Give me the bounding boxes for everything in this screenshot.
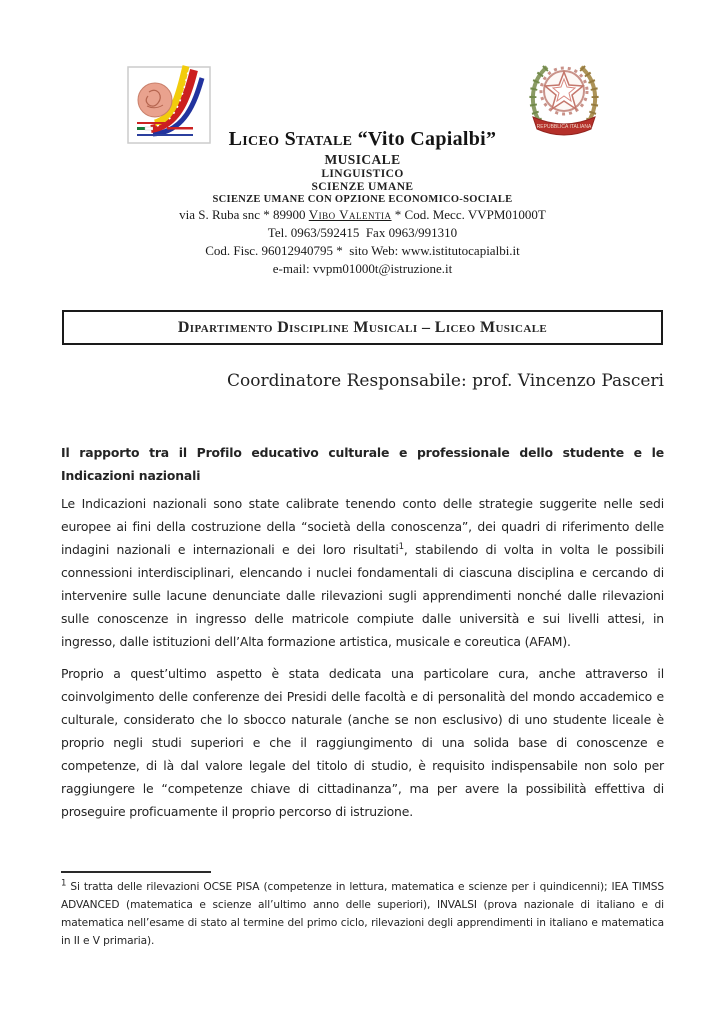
address-street: via S. Ruba snc * 89900 [179,207,309,222]
address-line [0,206,725,224]
school-name-quoted: “Vito Capialbi” [352,128,497,150]
phone-fax-line: Tel. 0963/592415 Fax 0963/991310 [267,225,458,240]
letterhead [0,127,725,278]
address-mecc-code: * Cod. Mecc. VVPM01000T [391,207,546,222]
paragraph-1-text-b: , stabilendo di volta in volta le possibili connessioni interdisciplinari, elencando i nuclei fondamentali di ciascuna disciplina e cercando di intervenire sulle lacune denunciate dalle rilevazioni sugli apprendimenti nonché dalle rilevazioni sulle conoscenze in ingresso delle matricole compiute dalle università e sui livelli attesi, in ingresso, dalle istituzioni dell’Alta formazione artistica, musicale e coreutica (AFAM). [61,542,664,649]
school-section-musicale: MUSICALE [324,152,401,167]
footnote-text: Si tratta delle rilevazioni OCSE PISA (competenze in lettura, matematica e scienze per i quindicenni); IEA TIMSS ADVANCED (matematica e scienze all’ultimo anno delle superiori), INVALSI (prova nazionale di italiano e di matematica nell’esame di stato al termine del primo ciclo, rilevazioni degli apprendimenti in italiano e matematica in II e V primaria). [61,881,664,947]
school-name-main: Liceo Statale [228,128,353,150]
footnote-ref: 1 [398,541,404,552]
department-title: Dipartimento Discipline Musicali – Liceo Musicale [177,319,548,336]
paragraph-2: Proprio a quest’ultimo aspetto è stata dedicata una particolare cura, anche attraverso il coinvolgimento delle conferenze dei Presidi delle facoltà e di personalità del mondo accademico e culturale, considerato che lo sbocco naturale (anche se non esclusivo) di uno studente liceale è proprio negli studi superiori e che il raggiungimento di una solida base di conoscenze e competenze, di là dal valore legale del titolo di studio, è requisito indispensabile non solo per raggiungere le “competenze chiave di cittadinanza”, ma per avere la possibilità effettiva di proseguire proficuamente il proprio percorso di istruzione. [61,666,664,819]
email-line: e-mail: vvpm01000t@istruzione.it [272,261,453,276]
paragraph-1 [61,492,664,653]
fiscal-web-line: Cod. Fisc. 96012940795 * sito Web: www.istitutocapialbi.it [205,243,520,258]
footnote-separator [61,871,211,873]
school-section-scienze-umane: SCIENZE UMANE [311,181,414,193]
address-city: Vibo Valentia [308,207,392,222]
footnote-marker: 1 [61,878,67,889]
department-title-box [62,310,663,345]
paragraph-1-text-a: Le Indicazioni nazionali sono state calibrate tenendo conto delle strategie suggerite nelle sedi europee ai fini della costruzione della “società della conoscenza”, dei quadri di riferimento delle indagini nazionali e internazionali e dei loro risultati [61,496,664,557]
body-heading: Il rapporto tra il Profilo educativo culturale e professionale dello studente e le Indicazioni nazionali [61,445,664,483]
footnote [61,878,664,950]
coordinator-line: Coordinatore Responsabile: prof. Vincenzo Pasceri [226,371,664,391]
school-section-economico-sociale: SCIENZE UMANE CON OPZIONE ECONOMICO-SOCIALE [212,194,513,205]
school-section-linguistico: LINGUISTICO [321,168,404,180]
school-name [0,127,725,151]
emblem-banner-text: REPUBBLICA ITALIANA [536,124,592,130]
